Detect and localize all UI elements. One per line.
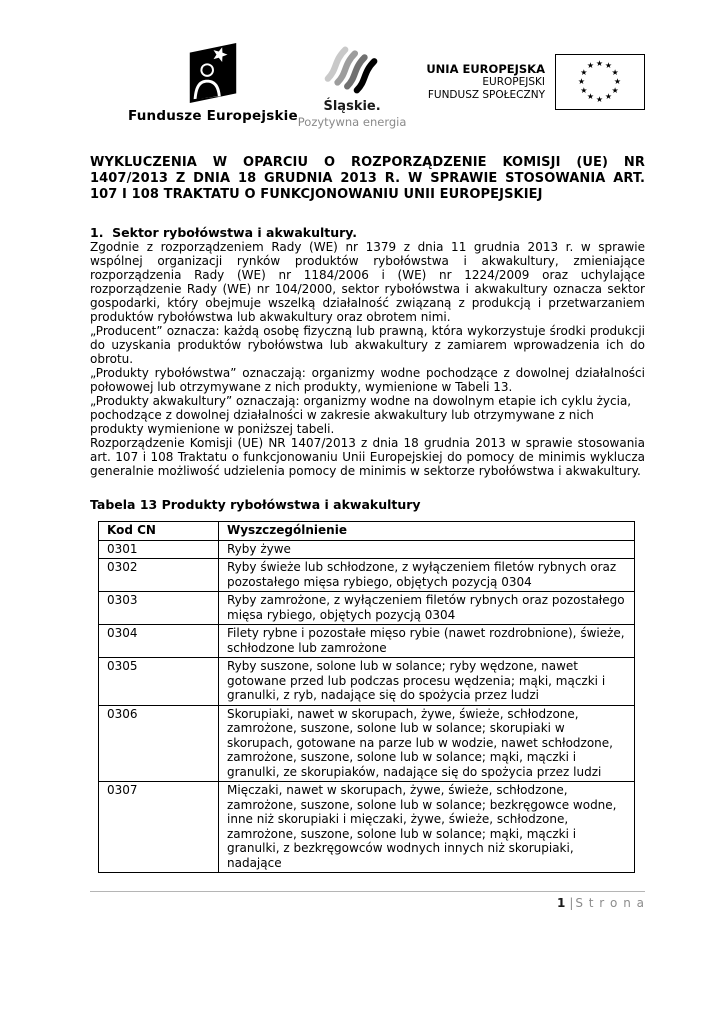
eu-line3: FUNDUSZ SPOŁECZNY <box>427 89 545 102</box>
fundusze-europejskie-label: Fundusze Europejskie <box>128 108 298 124</box>
paragraph: Rozporządzenie Komisji (UE) NR 1407/2013 z dnia 18 grudnia 2013 w sprawie stosowania art. 107 i 108 Traktatu o funkcjonowaniu Unii Europejskiej do pomocy de minimis wyklucza generalnie możliwość udzielenia pomocy de minimis w sektorze rybołówstwa i akwakultury. <box>90 436 645 478</box>
eu-star-icon: ★ <box>586 92 595 102</box>
paragraph: Zgodnie z rozporządzeniem Rady (WE) nr 1379 z dnia 11 grudnia 2013 r. w sprawie wspólnej organizacji rynków produktów rybołówstwa i akwakultury, zmieniające rozporządzenia Rady (WE) nr 1184/2006 i (WE) nr 1224/2009 oraz uchylające rozporządzenie Rady (WE) nr 104/2000, sektor rybołówstwa i akwakultury oznacza sektor gospodarki, który obejmuje wszelką działalność związaną z produkcją i przetwarzaniem produktów rybołówstwa lub akwakultury oraz obrotem nimi. <box>90 240 645 324</box>
table-row <box>99 782 635 873</box>
eu-star-icon: ★ <box>595 94 604 104</box>
eu-star-icon: ★ <box>595 58 604 68</box>
wyszczegolnienie-cell: Ryby żywe <box>219 540 635 559</box>
paragraph: „Producent” oznacza: każdą osobę fizyczną lub prawną, która wykorzystuje środki produkcji do uzyskania produktów rybołówstwa lub akwakultury z zamiarem wprowadzenia ich do obrotu. <box>90 324 645 366</box>
kod-cn-cell: 0305 <box>99 658 219 706</box>
eu-star-icon: ★ <box>586 60 595 70</box>
column-header-wyszczegolnienie: Wyszczególnienie <box>219 522 635 541</box>
logo-slaskie <box>298 40 407 129</box>
wyszczegolnienie-cell: Ryby suszone, solone lub w solance; ryby wędzone, nawet gotowane przed lub podczas procesu wędzenia; mąki, mączki i granulki, z ryb, nadające się do spożycia przez ludzi <box>219 658 635 706</box>
table-caption: Tabela 13 Produkty rybołówstwa i akwakultury <box>90 497 421 512</box>
document-body <box>90 155 645 873</box>
slaskie-waves-icon <box>313 40 391 98</box>
eu-star-icon: ★ <box>611 85 619 95</box>
wyszczegolnienie-cell: Mięczaki, nawet w skorupach, żywe, świeże, schłodzone, zamrożone, suszone, solone lub w solance; bezkręgowce wodne, inne niż skorupiaki i mięczaki, żywe, świeże, schłodzone, zamrożone, suszone, solone lub w solance; mąki, mączki i granulki, z bezkręgowców wodnych innych niż skorupiaki, nadające <box>219 782 635 873</box>
table-row <box>99 705 635 782</box>
page-number-separator: | <box>569 896 574 910</box>
page-title: WYKLUCZENIA W OPARCIU O ROZPORZĄDZENIE KOMISJI (UE) NR 1407/2013 Z DNIA 18 GRUDNIA 2013 R. W SPRAWIE STOSOWANIA ART. 107 I 108 TRAKTATU O FUNKCJONOWANIU UNII EUROPEJSKIEJ <box>90 155 645 202</box>
table-header-row <box>99 522 635 541</box>
eu-text-block <box>426 62 545 103</box>
eu-star-icon: ★ <box>580 67 588 77</box>
slaskie-subtitle: Pozytywna energia <box>297 115 407 129</box>
eu-star-icon: ★ <box>611 67 619 77</box>
kod-cn-cell: 0302 <box>99 559 219 592</box>
wyszczegolnienie-cell: Ryby zamrożone, z wyłączeniem filetów rybnych oraz pozostałego mięsa rybiego, objętych pozycją 0304 <box>219 592 635 625</box>
kod-cn-cell: 0307 <box>99 782 219 873</box>
eu-star-icon: ★ <box>613 76 622 86</box>
kod-cn-cell: 0303 <box>99 592 219 625</box>
section-heading: 1. Sektor rybołówstwa i akwakultury. <box>90 225 358 240</box>
logo-fundusze-europejskie <box>128 40 298 124</box>
eu-star-icon: ★ <box>577 76 586 86</box>
eu-line2: EUROPEJSKI <box>482 76 545 89</box>
kod-cn-cell: 0306 <box>99 705 219 782</box>
table-row <box>99 540 635 559</box>
page-footer <box>90 891 645 910</box>
slaskie-title: Śląskie. <box>323 99 381 114</box>
column-header-kod-cn: Kod CN <box>99 522 219 541</box>
eu-star-icon: ★ <box>604 60 613 70</box>
paragraph: „Produkty akwakultury” oznaczają: organizmy wodne na dowolnym etapie ich cyklu życia, pochodzące z dowolnej działalności w zakresie akwakultury lub otrzymywane z nich produkty wymienione w poniższej tabeli. <box>90 394 632 436</box>
eu-star-icon: ★ <box>580 85 588 95</box>
page-label: S t r o n a <box>575 896 645 910</box>
header-logos <box>128 0 645 129</box>
paragraph: „Produkty rybołówstwa” oznaczają: organizmy wodne pochodzące z dowolnej działalności połowowej lub otrzymywane z nich produkty, wymienione w Tabeli 13. <box>90 366 645 394</box>
wyszczegolnienie-cell: Ryby świeże lub schłodzone, z wyłączeniem filetów rybnych oraz pozostałego mięsa rybiego, objętych pozycją 0304 <box>219 559 635 592</box>
table-row <box>99 658 635 706</box>
table-row <box>99 559 635 592</box>
wyszczegolnienie-cell: Filety rybne i pozostałe mięso rybie (nawet rozdrobnione), świeże, schłodzone lub zamrożone <box>219 625 635 658</box>
kod-cn-cell: 0304 <box>99 625 219 658</box>
table-row <box>99 592 635 625</box>
table-row <box>99 625 635 658</box>
wyszczegolnienie-cell: Skorupiaki, nawet w skorupach, żywe, świeże, schłodzone, zamrożone, suszone, solone lub w solance; skorupiaki w skorupach, gotowane na parze lub w wodzie, nawet schłodzone, zamrożone, suszone, solone lub w solance; mąki, mączki i granulki, ze skorupiaków, nadające się do spożycia przez ludzi <box>219 705 635 782</box>
logo-unia-europejska <box>426 54 645 110</box>
fundusze-europejskie-flag-icon <box>183 40 243 106</box>
cn-products-table <box>98 521 635 873</box>
kod-cn-cell: 0301 <box>99 540 219 559</box>
eu-flag-icon <box>555 54 645 110</box>
eu-line1: UNIA EUROPEJSKA <box>426 61 545 76</box>
page-number: 1 <box>556 896 566 910</box>
eu-star-icon: ★ <box>604 92 613 102</box>
